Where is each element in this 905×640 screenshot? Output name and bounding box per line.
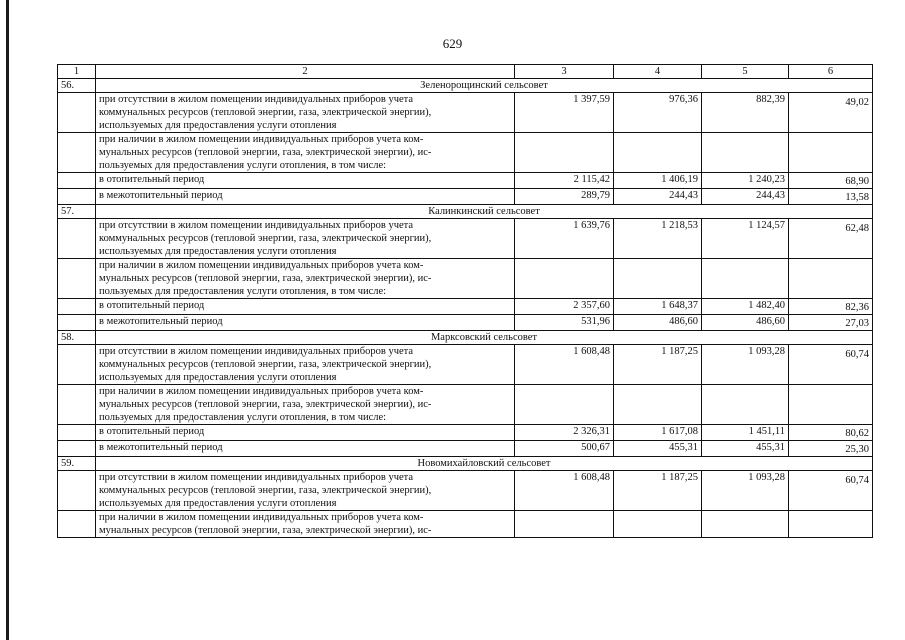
value-cell: 1 639,76 bbox=[515, 219, 614, 259]
empty-cell bbox=[702, 133, 789, 173]
value-cell: 976,36 bbox=[614, 93, 702, 133]
empty-cell bbox=[515, 511, 614, 538]
table-row bbox=[58, 425, 873, 441]
table-row bbox=[58, 189, 873, 205]
text-line: пользуемых для предоставления услуги отопления, в том числе: bbox=[99, 286, 387, 297]
row-description: в межотопительный период bbox=[96, 315, 515, 331]
empty-cell bbox=[702, 259, 789, 299]
empty-cell bbox=[58, 189, 96, 205]
value-cell: 486,60 bbox=[614, 315, 702, 331]
value-cell: 80,62 bbox=[789, 425, 873, 441]
empty-cell bbox=[702, 511, 789, 538]
value-cell: 2 326,31 bbox=[515, 425, 614, 441]
value-cell: 68,90 bbox=[789, 173, 873, 189]
empty-cell bbox=[58, 441, 96, 457]
table-row bbox=[58, 511, 873, 538]
empty-cell bbox=[515, 259, 614, 299]
section-name: Зеленорощинский сельсовет bbox=[96, 79, 873, 93]
row-description: в отопительный период bbox=[96, 173, 515, 189]
empty-cell bbox=[614, 385, 702, 425]
text-line: используемых для предоставления услуги отопления bbox=[99, 498, 337, 509]
value-cell: 1 187,25 bbox=[614, 345, 702, 385]
text-line: при отсутствии в жилом помещении индивидуальных приборов учета bbox=[99, 94, 414, 105]
header-cell: 4 bbox=[614, 65, 702, 79]
header-row bbox=[58, 65, 873, 79]
row-description bbox=[96, 385, 515, 425]
value-cell: 455,31 bbox=[614, 441, 702, 457]
value-cell: 1 218,53 bbox=[614, 219, 702, 259]
text-line: при отсутствии в жилом помещении индивидуальных приборов учета bbox=[99, 346, 414, 357]
value-cell: 1 406,19 bbox=[614, 173, 702, 189]
row-description bbox=[96, 471, 515, 511]
empty-cell bbox=[614, 259, 702, 299]
header-cell: 3 bbox=[515, 65, 614, 79]
section-number: 56. bbox=[58, 79, 96, 93]
text-line: при отсутствии в жилом помещении индивидуальных приборов учета bbox=[99, 472, 414, 483]
header-cell: 5 bbox=[702, 65, 789, 79]
value-cell: 1 617,08 bbox=[614, 425, 702, 441]
text-line: мунальных ресурсов (тепловой энергии, газа, электрической энергии), ис- bbox=[99, 147, 432, 158]
text-line: коммунальных ресурсов (тепловой энергии, газа, электрической энергии), bbox=[99, 359, 432, 370]
row-description bbox=[96, 219, 515, 259]
section-number: 57. bbox=[58, 205, 96, 219]
value-cell: 49,02 bbox=[789, 93, 873, 133]
value-cell: 531,96 bbox=[515, 315, 614, 331]
table-row bbox=[58, 173, 873, 189]
table-row bbox=[58, 471, 873, 511]
empty-cell bbox=[614, 133, 702, 173]
value-cell: 1 608,48 bbox=[515, 471, 614, 511]
text-line: пользуемых для предоставления услуги отопления, в том числе: bbox=[99, 160, 387, 171]
value-cell: 1 093,28 bbox=[702, 471, 789, 511]
table-row bbox=[58, 385, 873, 425]
table-body bbox=[58, 65, 873, 538]
row-description bbox=[96, 259, 515, 299]
page-number: 629 bbox=[442, 36, 463, 51]
section-name: Марксовский сельсовет bbox=[96, 331, 873, 345]
empty-cell bbox=[58, 385, 96, 425]
section-header-row bbox=[58, 331, 873, 345]
empty-cell bbox=[58, 219, 96, 259]
table-row bbox=[58, 315, 873, 331]
table-row bbox=[58, 441, 873, 457]
section-name: Новомихайловский сельсовет bbox=[96, 457, 873, 471]
section-header-row bbox=[58, 457, 873, 471]
empty-cell bbox=[58, 173, 96, 189]
value-cell: 2 357,60 bbox=[515, 299, 614, 315]
value-cell: 1 648,37 bbox=[614, 299, 702, 315]
text-line: коммунальных ресурсов (тепловой энергии, газа, электрической энергии), bbox=[99, 233, 432, 244]
text-line: используемых для предоставления услуги отопления bbox=[99, 246, 337, 257]
section-number: 59. bbox=[58, 457, 96, 471]
section-number: 58. bbox=[58, 331, 96, 345]
empty-cell bbox=[58, 259, 96, 299]
value-cell: 60,74 bbox=[789, 345, 873, 385]
empty-cell bbox=[58, 93, 96, 133]
text-line: пользуемых для предоставления услуги отопления, в том числе: bbox=[99, 412, 387, 423]
empty-cell bbox=[515, 385, 614, 425]
value-cell: 2 115,42 bbox=[515, 173, 614, 189]
row-description: в межотопительный период bbox=[96, 189, 515, 205]
section-header-row bbox=[58, 79, 873, 93]
value-cell: 244,43 bbox=[614, 189, 702, 205]
value-cell: 1 451,11 bbox=[702, 425, 789, 441]
empty-cell bbox=[702, 385, 789, 425]
value-cell: 455,31 bbox=[702, 441, 789, 457]
value-cell: 500,67 bbox=[515, 441, 614, 457]
empty-cell bbox=[58, 299, 96, 315]
row-description: в отопительный период bbox=[96, 425, 515, 441]
value-cell: 27,03 bbox=[789, 315, 873, 331]
value-cell: 289,79 bbox=[515, 189, 614, 205]
empty-cell bbox=[58, 511, 96, 538]
table-row bbox=[58, 299, 873, 315]
value-cell: 1 482,40 bbox=[702, 299, 789, 315]
row-description: в межотопительный период bbox=[96, 441, 515, 457]
empty-cell bbox=[58, 471, 96, 511]
row-description bbox=[96, 93, 515, 133]
text-line: мунальных ресурсов (тепловой энергии, газа, электрической энергии), ис- bbox=[99, 399, 432, 410]
value-cell: 882,39 bbox=[702, 93, 789, 133]
value-cell: 1 240,23 bbox=[702, 173, 789, 189]
empty-cell bbox=[789, 511, 873, 538]
value-cell: 1 397,59 bbox=[515, 93, 614, 133]
row-description bbox=[96, 345, 515, 385]
value-cell: 1 187,25 bbox=[614, 471, 702, 511]
empty-cell bbox=[515, 133, 614, 173]
empty-cell bbox=[614, 511, 702, 538]
value-cell: 244,43 bbox=[702, 189, 789, 205]
empty-cell bbox=[789, 259, 873, 299]
text-line: используемых для предоставления услуги отопления bbox=[99, 372, 337, 383]
text-line: при наличии в жилом помещении индивидуальных приборов учета ком- bbox=[99, 134, 424, 145]
row-description bbox=[96, 133, 515, 173]
header-cell: 1 bbox=[58, 65, 96, 79]
value-cell: 62,48 bbox=[789, 219, 873, 259]
text-line: мунальных ресурсов (тепловой энергии, газа, электрической энергии), ис- bbox=[99, 525, 432, 536]
row-description bbox=[96, 511, 515, 538]
empty-cell bbox=[58, 133, 96, 173]
empty-cell bbox=[789, 385, 873, 425]
value-cell: 1 608,48 bbox=[515, 345, 614, 385]
value-cell: 1 093,28 bbox=[702, 345, 789, 385]
empty-cell bbox=[58, 315, 96, 331]
header-cell: 2 bbox=[96, 65, 515, 79]
text-line: при отсутствии в жилом помещении индивидуальных приборов учета bbox=[99, 220, 414, 231]
table-row bbox=[58, 219, 873, 259]
empty-cell bbox=[58, 425, 96, 441]
header-cell: 6 bbox=[789, 65, 873, 79]
text-line: при наличии в жилом помещении индивидуальных приборов учета ком- bbox=[99, 512, 424, 523]
table-row bbox=[58, 133, 873, 173]
value-cell: 25,30 bbox=[789, 441, 873, 457]
table-row bbox=[58, 259, 873, 299]
value-cell: 486,60 bbox=[702, 315, 789, 331]
section-name: Калинкинский сельсовет bbox=[96, 205, 873, 219]
tariff-table bbox=[57, 64, 873, 538]
page-edge bbox=[6, 0, 9, 640]
text-line: при наличии в жилом помещении индивидуальных приборов учета ком- bbox=[99, 386, 424, 397]
text-line: коммунальных ресурсов (тепловой энергии, газа, электрической энергии), bbox=[99, 485, 432, 496]
section-header-row bbox=[58, 205, 873, 219]
value-cell: 60,74 bbox=[789, 471, 873, 511]
text-line: мунальных ресурсов (тепловой энергии, газа, электрической энергии), ис- bbox=[99, 273, 432, 284]
table-row bbox=[58, 345, 873, 385]
value-cell: 1 124,57 bbox=[702, 219, 789, 259]
text-line: коммунальных ресурсов (тепловой энергии, газа, электрической энергии), bbox=[99, 107, 432, 118]
empty-cell bbox=[58, 345, 96, 385]
row-description: в отопительный период bbox=[96, 299, 515, 315]
value-cell: 82,36 bbox=[789, 299, 873, 315]
table-row bbox=[58, 93, 873, 133]
empty-cell bbox=[789, 133, 873, 173]
value-cell: 13,58 bbox=[789, 189, 873, 205]
text-line: используемых для предоставления услуги отопления bbox=[99, 120, 337, 131]
text-line: при наличии в жилом помещении индивидуальных приборов учета ком- bbox=[99, 260, 424, 271]
